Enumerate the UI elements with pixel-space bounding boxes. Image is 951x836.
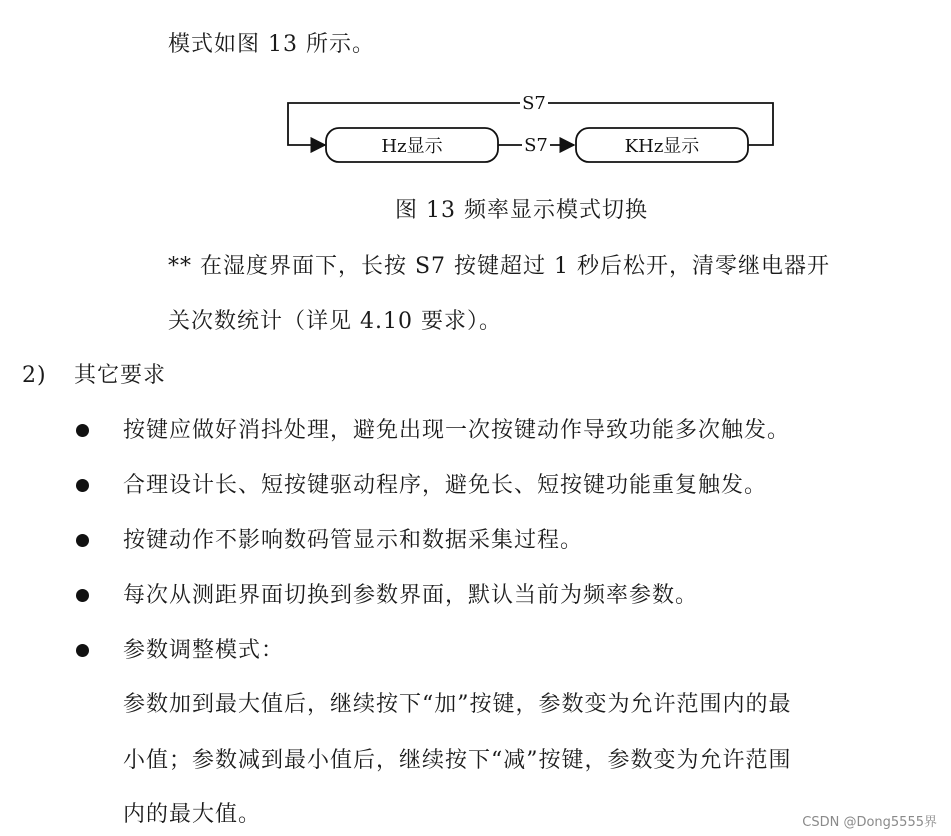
bullet-dot xyxy=(76,589,89,602)
bullet-item-5: 参数调整模式： xyxy=(123,638,285,663)
note-line-1: ** 在湿度界面下，长按 S7 按键超过 1 秒后松开，清零继电器开 xyxy=(168,254,831,279)
node-hz-label: Hz显示 xyxy=(381,136,443,157)
mode-switch-diagram xyxy=(280,92,780,172)
figure-caption: 图 13 频率显示模式切换 xyxy=(395,198,648,223)
bullet-dot xyxy=(76,534,89,547)
intro-line: 模式如图 13 所示。 xyxy=(168,32,375,57)
param-line-1: 参数加到最大值后，继续按下“加”按键，参数变为允许范围内的最 xyxy=(123,692,792,717)
section-number: 2) xyxy=(22,363,47,388)
bullet-item-3: 按键动作不影响数码管显示和数据采集过程。 xyxy=(123,528,584,553)
edge-back-label: S7 xyxy=(522,93,546,114)
bullet-item-1: 按键应做好消抖处理，避免出现一次按键动作导致功能多次触发。 xyxy=(123,418,791,443)
bullet-dot xyxy=(76,424,89,437)
bullet-item-2: 合理设计长、短按键驱动程序，避免长、短按键功能重复触发。 xyxy=(123,473,768,498)
section-title: 其它要求 xyxy=(74,363,167,388)
note-line-2: 关次数统计（详见 4.10 要求）。 xyxy=(168,309,502,334)
edge-forward-label: S7 xyxy=(524,135,548,156)
bullet-dot xyxy=(76,479,89,492)
bullet-dot xyxy=(76,644,89,657)
bullet-item-4: 每次从测距界面切换到参数界面，默认当前为频率参数。 xyxy=(123,583,699,608)
node-khz-label: KHz显示 xyxy=(624,136,700,157)
param-line-3: 内的最大值。 xyxy=(123,802,262,827)
param-line-2: 小值；参数减到最小值后，继续按下“减”按键，参数变为允许范围 xyxy=(123,748,792,773)
csdn-watermark: CSDN @Dong5555界 xyxy=(802,815,937,830)
